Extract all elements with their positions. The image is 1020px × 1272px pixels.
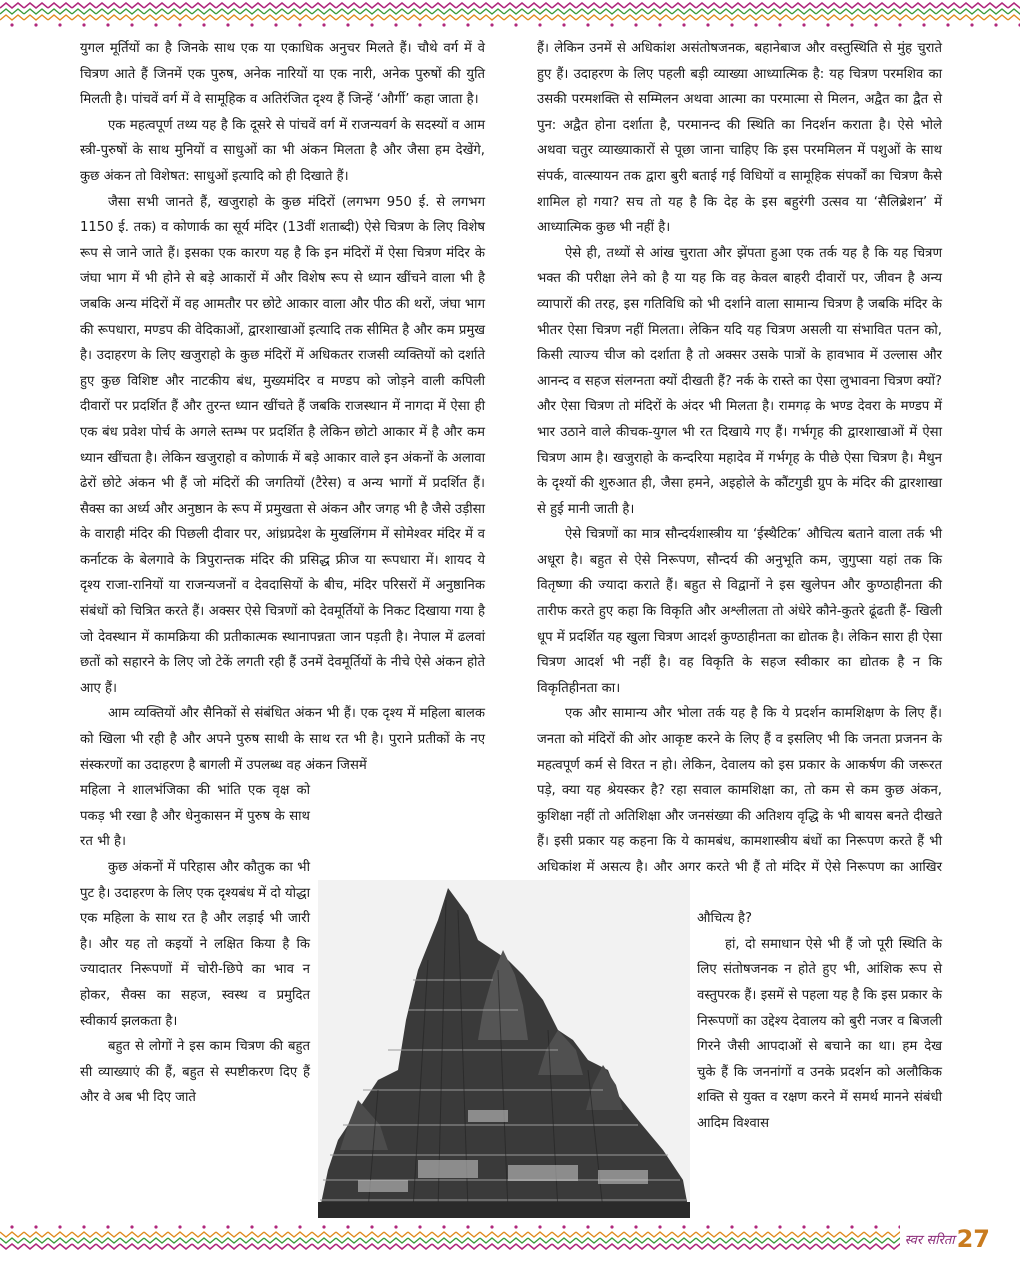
- magazine-name: स्वर सरिता: [904, 1233, 955, 1248]
- left-paragraph-6: बहुत से लोगों ने इस काम चित्रण की बहुत सी व्याख्याएं की हैं, बहुत से स्पष्टीकरण दिए हैं और वे अब भी दिए जाते: [80, 1039, 310, 1106]
- left-paragraph-4b: महिला ने शालभंजिका की भांति एक वृक्ष को पकड़ भी रखा है और धेनुकासन में पुरुष के साथ रत भी है।: [80, 783, 310, 850]
- right-paragraph-4b: औचित्य है?: [697, 911, 752, 927]
- left-paragraph-4: आम व्यक्तियों और सैनिकों से संबंधित अंकन भी हैं। एक दृश्य में महिला बालक को खिला भी रही है और अपने पुरुष साथी के साथ रत भी है। पुराने प्रतीकों के नए संस्करणों का उदाहरण है बागली में उपलब्ध वह अंकन जिसमें: [80, 706, 485, 773]
- right-paragraph-5: हां, दो समाधान ऐसे भी हैं जो पूरी स्थिति के लिए संतोषजनक न होते हुए भी, आंशिक रूप से वस्तुपरक हैं। इसमें से पहला यह है कि इस प्रकार के निरूपणों का उद्देश्य देवालय को बुरी नजर व बिजली गिरने जैसी आपदाओं से बचाने का था। हम देख चुके हैं कि जननांगों व उनके प्रदर्शन को अलौकिक शक्ति से युक्त व रक्षण करने में समर्थ मानने संबंधी आदिम विश्वास: [697, 936, 942, 1131]
- right-paragraph-4: एक और सामान्य और भोला तर्क यह है कि ये प्रदर्शन कामशिक्षण के लिए हैं। जनता को मंदिरों की ओर आकृष्ट करने के लिए हैं व इसलिए भी कि जनता प्रजनन के महत्वपूर्ण कर्म से विरत न हो। लेकिन, देवालय को इस प्रकार के आकर्षण की जरूरत पड़े, क्या यह श्रेयस्कर है? रहा सवाल कामशिक्षा का, तो कम से कम कुछ अंकन, कुशिक्षा नहीं तो अतिशिक्षा और जनसंख्या की अतिशय वृद्धि के भी बायस बनते दीखते हैं। इसी प्रकार यह कहना कि ये कामबंध, कामशास्त्रीय बंधों का निरूपण करते हैं भी अधिकांश में असत्य है। और अगर करते भी हैं तो मंदिर में ऐसे निरूपण का आखिर: [537, 706, 942, 875]
- top-decorative-border: [0, 0, 1020, 30]
- left-paragraph-3: जैसा सभी जानते हैं, खजुराहो के कुछ मंदिरों (लगभग 950 ई. से लगभग 1150 ई. तक) व कोणार्क का सूर्य मंदिर (13वीं शताब्दी) ऐसे चित्रण के लिए विशेष रूप से जाने जाते हैं। इसका एक कारण यह है कि इन मंदिरों में ऐसा चित्रण मंदिर के जंघा भाग में भी होने से बड़े आकारों में और विशेष रूप से ध्यान खींचने वाला भी है जबकि अन्य मंदिरों में वह आमतौर पर छोटे आकार वाला और पीठ की थरों, जंघा भाग की रूपधारा, मण्डप की वेदिकाओं, द्वारशाखाओं इत्यादि तक सीमित है और कम प्रमुख है। उदाहरण के लिए खजुराहो के कुछ मंदिरों में अधिकतर राजसी व्यक्तियों को दर्शाते हुए कुछ विशिष्ट और नाटकीय बंध, मुख्यमंदिर व मण्डप को जोड़ने वाली कपिली दीवारों पर प्रदर्शित हैं और तुरन्त ध्यान खींचते हैं जबकि राजस्थान में नागदा में ऐसा ही एक बंध प्रवेश पोर्च के अगले स्तम्भ पर प्रदर्शित है लेकिन छोटो आकार में है और कम ध्यान खींचता है। लेकिन खजुराहो व कोणार्क में बड़े आकार वाले इन अंकनों के अलावा ढेरों छोटे अंकन भी हैं जो मंदिरों की जगतियों (टैरेस) व अन्य भागों में प्रदर्शित हैं। सैक्स का अर्ध्य और अनुष्ठान के रूप में प्रमुखता से अंकन और जगह भी है जैसे उड़ीसा के वाराही मंदिर की पिछली दीवार पर, आंध्रप्रदेश के मुखलिंगम में सोमेश्वर मंदिर में व कर्नाटक के बेलगावे के त्रिपुरान्तक मंदिर की प्रसिद्ध फ्रीज या रूपधारा में। शायद ये दृश्य राजा-रानियों या राजन्यजनों व देवदासियों के बीच, मंदिर परिसरों में अनुष्ठानिक संबंधों को चित्रित करते हैं। अक्सर ऐसे चित्रणों को देवमूर्तियों के निकट दिखाया गया है जो देवस्थान में कामक्रिया की प्रतीकात्मक स्थानापन्नता जान पड़ती है। नेपाल में ढलवां छतों को सहारने के लिए जो टेकें लगती रही हैं उनमें देवमूर्तियों के नीचे ऐसे अंकन होते आए हैं।: [80, 194, 485, 696]
- page-number: 27: [956, 1225, 990, 1253]
- page-footer: [905, 1224, 990, 1254]
- bottom-decorative-border: [0, 1222, 1020, 1252]
- left-paragraph-5: कुछ अंकनों में परिहास और कौतुक का भी पुट है। उदाहरण के लिए एक दृश्यबंध में दो योद्धा एक महिला के साथ रत है और लड़ाई भी जारी है। और यह तो कइयों ने लक्षित किया है कि ज्यादातर निरूपणों में चोरी-छिपे का भाव न होकर, सैक्स का सहज, स्वस्थ व प्रमुदित स्वीकार्य झलकता है।: [80, 860, 310, 1029]
- right-paragraph-2: ऐसे ही, तथ्यों से आंख चुराता और झेंपता हुआ एक तर्क यह है कि यह चित्रण भक्त की परीक्षा लेने को है या यह कि वह केवल बाहरी दीवारों पर, जीवन है अन्य व्यापारों की तरह, इस गतिविधि को भी दर्शाने वाला सामान्य चित्रण है जबकि मंदिर के भीतर ऐसा चित्रण नहीं मिलता। लेकिन यदि यह चित्रण असली या संभावित पतन को, किसी त्याज्य चीज को दर्शाता है तो अक्सर उसके पात्रों के हावभाव में उल्लास और आनन्द व सहज संलग्नता क्यों दीखती हैं? नर्क के रास्ते का ऐसा लुभावना चित्रण क्यों? और ऐसा चित्रण तो मंदिरों के अंदर भी मिलता है। रामगढ़ के भण्ड देवरा के मण्डप में भार उठाने वाले कीचक-युगल भी रत दिखाये गए हैं। गर्भगृह की द्वारशाखाओं में ऐसा चित्रण आम है। खजुराहो के कन्दरिया महादेव में गर्भगृह के पीछे ऐसा चित्रण है। मैथुन के दृश्यों की शुरुआत ही, जैसा हमने, अइहोले के कौंटगुडी ग्रुप के मंदिर की द्वारशाखा से हुई मानी जाती है।: [537, 245, 942, 517]
- left-paragraph-1: युगल मूर्तियों का है जिनके साथ एक या एकाधिक अनुचर मिलते हैं। चौथे वर्ग में वे चित्रण आते हैं जिनमें एक पुरुष, अनेक नारियों या एक नारी, अनेक पुरुषों की युति मिलती है। पांचवें वर्ग में वे सामूहिक व अतिरंजित दृश्य हैं जिन्हें ‘और्गी’ कहा जाता है।: [80, 41, 485, 108]
- temple-photo: [318, 880, 690, 1218]
- right-paragraph-1: हैं। लेकिन उनमें से अधिकांश असंतोषजनक, बहानेबाज और वस्तुस्थिति से मुंह चुराते हुए हैं। उदाहरण के लिए पहली बड़ी व्याख्या आध्यात्मिक है: यह चित्रण परमशिव का उसकी परमशक्ति से सम्मिलन अथवा आत्मा का परमात्मा से मिलन, अद्वैत का द्वैत से पुन: अद्वैत होना दर्शाता है, परमानन्द की स्थिति का निदर्शन कराता है। ऐसे भोले अथवा चतुर व्याख्याकारों से पूछा जाना चाहिए कि इस परममिलन में पशुओं के साथ संपर्क, वात्स्यायन तक द्वारा बुरी बताई गई विधियों व सामूहिक संपर्कों का चित्रण कैसे शामिल हो गया? सच तो यह है कि देह के इस बहुरंगी उत्सव या ‘सैलिब्रेशन’ में आध्यात्मिक कुछ भी नहीं है।: [537, 41, 942, 236]
- left-paragraph-2: एक महत्वपूर्ण तथ्य यह है कि दूसरे से पांचवें वर्ग में राजन्यवर्ग के सदस्यों व आम स्त्री-पुरुषों के साथ मुनियों व साधुओं का भी अंकन मिलता है और जैसा हम देखेंगे, कुछ अंकन तो विशेषत: साधुओं इत्यादि को ही दिखाते हैं।: [80, 117, 485, 184]
- right-paragraph-3: ऐसे चित्रणों का मात्र सौन्दर्यशास्त्रीय या ‘ईस्थैटिक’ औचित्य बताने वाला तर्क भी अधूरा है। बहुत से ऐसे निरूपण, सौन्दर्य की अनुभूति कम, जुगुप्सा यहां तक कि वितृष्णा की ज्यादा कराते हैं। बहुत से विद्वानों ने इस खुलेपन और कुण्ठाहीनता की तारीफ करते हुए कहा कि विकृति और अश्लीलता तो अंधेरे कौने-कुतरे ढूंढती हैं- खिली धूप में प्रदर्शित यह खुला चित्रण आदर्श कुण्ठाहीनता का द्योतक है। लेकिन सारा ही ऐसा चित्रण आदर्श भी नहीं है। वह विकृति के सहज स्वीकार का द्योतक है न कि विकृतिहीनता का।: [537, 527, 942, 696]
